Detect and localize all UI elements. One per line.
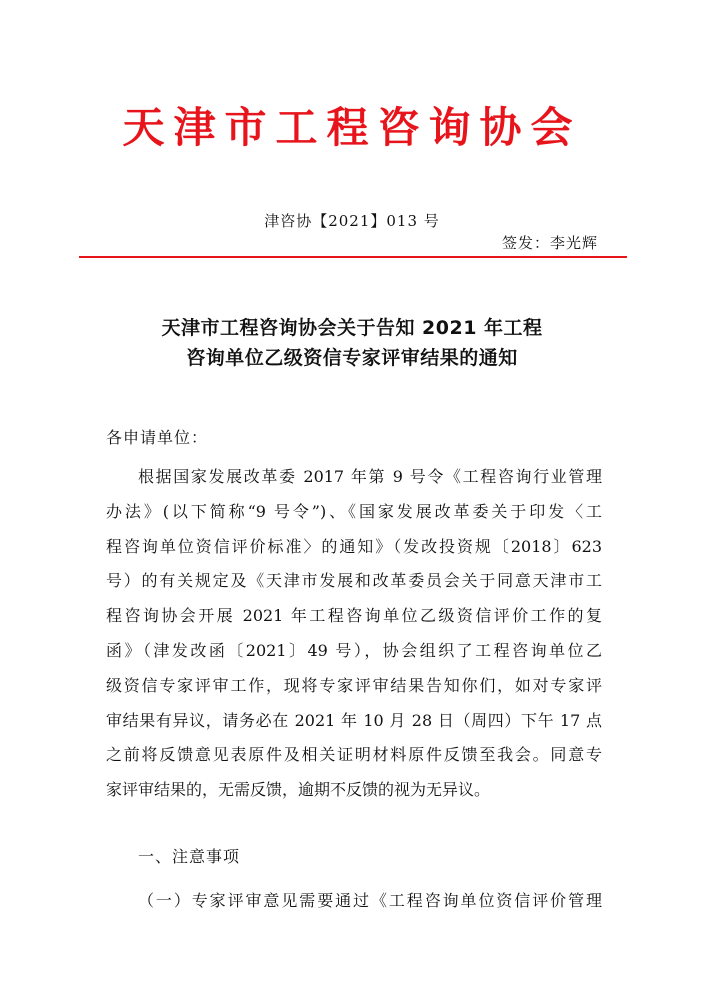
body-paragraph [106,460,602,808]
organization-header: 天津市工程咨询协会 [122,103,582,152]
body-line: 根据国家发展改革委 2017 年第 9 号令《工程咨询行业管理 [138,467,602,486]
document-number: 津咨协【2021】013 号 [264,212,440,230]
body-line: 审结果有异议，请务必在 2021 年 10 月 28 日（周四）下午 17 点 [106,710,602,730]
body-line: 家评审结果的，无需反馈，逾期不反馈的视为无异议。 [106,780,491,800]
body-line: 级资信专家评审工作，现将专家评审结果告知你们，如对专家评 [106,675,602,695]
notice-title-line-1: 天津市工程咨询协会关于告知 2021 年工程 [161,317,543,339]
body-line: 程咨询单位资信评价标准〉的通知》（发改投资规〔2018〕623 [106,536,602,556]
body-line: 函》（津发改函〔2021〕49 号），协会组织了工程咨询单位乙 [106,640,602,660]
body-line: 号）的有关规定及《天津市发展和改革委员会关于同意天津市工 [106,571,602,591]
body-line: 程咨询协会开展 2021 年工程咨询单位乙级资信评价工作的复 [106,606,602,626]
section-heading: 一、注意事项 [138,847,241,866]
body-line: 办法》(以下简称“9 号令”)、《国家发展改革委关于印发〈工 [106,501,602,521]
notice-title [0,313,704,373]
body-line: 之前将反馈意见表原件及相关证明材料原件反馈至我会。同意专 [106,745,602,765]
signer-line: 签发：李光辉 [501,234,598,252]
item-line: （一）专家评审意见需要通过《工程咨询单位资信评价管理 [138,891,602,910]
notice-title-line-2: 咨询单位乙级资信专家评审结果的通知 [186,347,518,369]
salutation: 各申请单位： [106,428,209,447]
header-divider [79,256,627,258]
